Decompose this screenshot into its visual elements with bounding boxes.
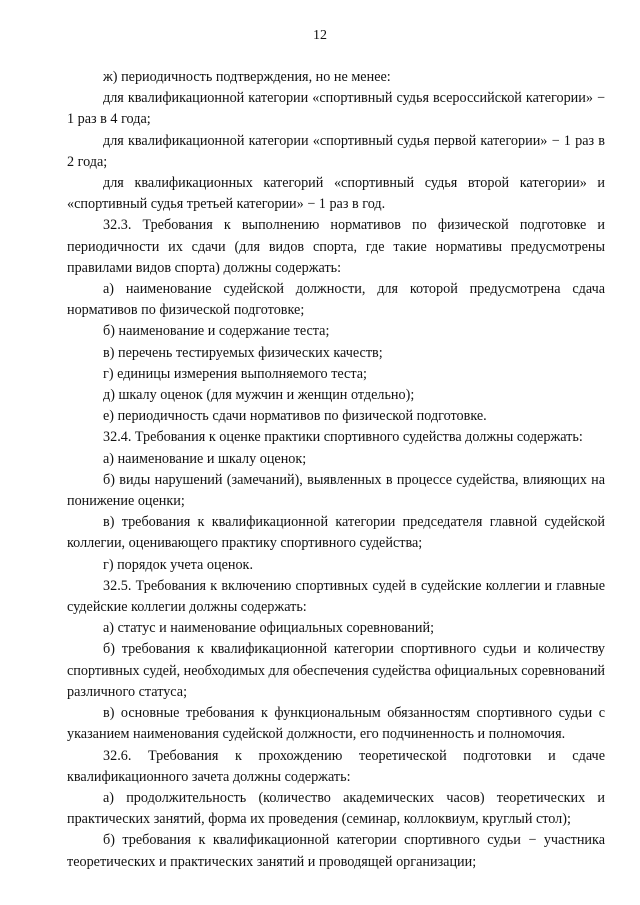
list-item-b: б) требования к квалификационной категории спортивного судьи и количеству спортивных судей, необходимых для обеспечения судейства официальных соревнований различного статуса;	[67, 641, 606, 700]
clause-32-5: 32.5. Требования к включению спортивных судей в судейские коллегии и главные судейские коллегии должны содержать:	[67, 577, 605, 616]
page-number: 12	[313, 28, 327, 43]
clause-32-6: 32.6. Требования к прохождению теоретической подготовки и сдаче квалификационного зачета должны содержать:	[67, 747, 605, 785]
list-item-v: в) перечень тестируемых физических качеств;	[103, 344, 383, 361]
paragraph-all-russian-category: для квалификационной категории «спортивный судья всероссийской категории» − 1 раз в 4 года;	[67, 90, 605, 128]
list-item-v: в) основные требования к функциональным обязанностям спортивного судьи с указанием наименования судейской должности, его подчиненность и полномочия.	[67, 705, 605, 743]
list-item-a: а) наименование и шкалу оценок;	[103, 450, 307, 467]
list-item-b: б) наименование и содержание теста;	[103, 323, 330, 340]
list-item-b: б) требования к квалификационной категории спортивного судьи − участника теоретических и практических занятий и проводящей организации;	[67, 832, 605, 870]
list-item-g: г) порядок учета оценок.	[103, 556, 254, 573]
clause-32-4: 32.4. Требования к оценке практики спортивного судейства должны содержать:	[103, 429, 583, 446]
clause-32-3: 32.3. Требования к выполнению нормативов по физической подготовке и периодичности их сдачи (для видов спорта, где такие нормативы предусмотрены правилами видов спорта) должны содержать:	[67, 217, 605, 276]
paragraph-first-category: для квалификационной категории «спортивный судья первой категории» − 1 раз в 2 года;	[67, 132, 605, 170]
list-item-e: е) периодичность сдачи нормативов по физической подготовке.	[103, 408, 487, 425]
list-item-g: г) единицы измерения выполняемого теста;	[103, 365, 367, 382]
paragraph-periodicity: ж) периодичность подтверждения, но не менее:	[103, 69, 391, 85]
paragraph-second-third-category: для квалификационных категорий «спортивный судья второй категории» и «спортивный судья третьей категории» − 1 раз в год.	[67, 175, 605, 213]
document-body	[67, 67, 605, 873]
list-item-a: а) продолжительность (количество академических часов) теоретических и практических занятий, форма их проведения (семинар, коллоквиум, круглый стол);	[67, 789, 605, 828]
list-item-v: в) требования к квалификационной категории председателя главной судейской коллегии, оценивающего практику спортивного судейства;	[67, 514, 605, 552]
list-item-d: д) шкалу оценок (для мужчин и женщин отдельно);	[103, 387, 415, 404]
list-item-b: б) виды нарушений (замечаний), выявленных в процессе судейства, влияющих на понижение оценки;	[67, 471, 605, 510]
list-item-a: а) наименование судейской должности, для которой предусмотрена сдача нормативов по физической подготовке;	[67, 281, 605, 319]
list-item-a: а) статус и наименование официальных соревнований;	[103, 620, 435, 637]
